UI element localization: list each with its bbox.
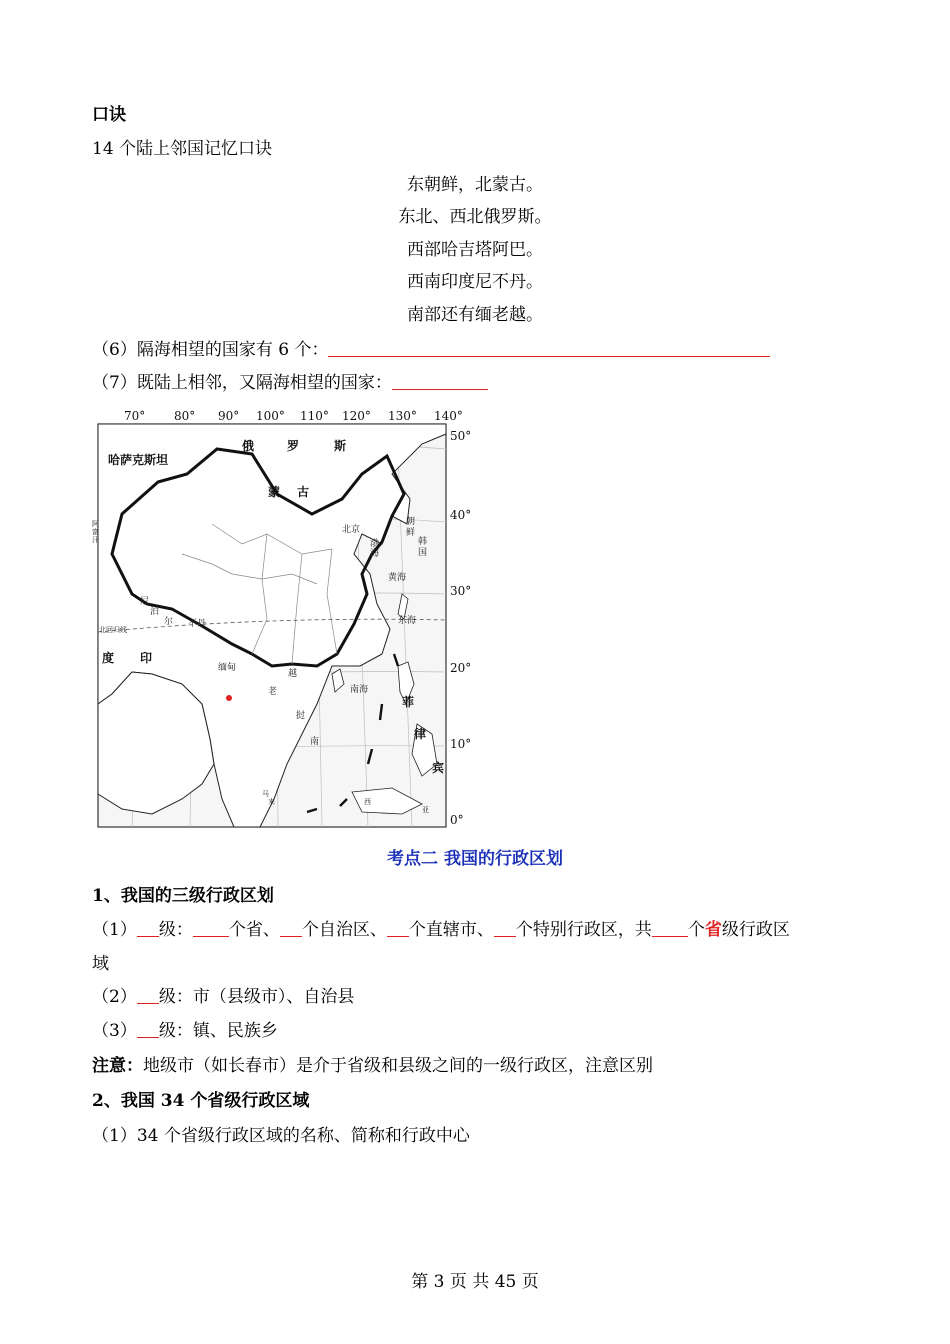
- text: （3）: [92, 1021, 137, 1041]
- item-2: [92, 985, 354, 1009]
- lon-label: 130°: [388, 409, 417, 423]
- map-label: 汗: [92, 536, 99, 544]
- lat-label: 40°: [450, 508, 472, 522]
- map-label: 朝: [406, 517, 416, 527]
- text: （2）: [92, 987, 137, 1007]
- lon-label: 120°: [342, 409, 371, 423]
- text: 个直辖市、: [408, 920, 494, 940]
- map-label: 北回归线: [99, 626, 127, 634]
- map-label: 不丹: [188, 619, 207, 629]
- note-label: 注意：: [92, 1056, 143, 1076]
- lat-label: 10°: [450, 737, 472, 751]
- lon-label: 70°: [124, 409, 146, 423]
- map-label: 罗: [287, 439, 300, 453]
- heading-2: 2、我国 34 个省级行政区域: [92, 1091, 310, 1111]
- map-label: 蒙: [268, 485, 281, 499]
- heading-koujue: 口诀: [92, 105, 126, 125]
- map-label: 菲: [402, 695, 415, 709]
- lon-label: 140°: [434, 409, 463, 423]
- heading-1: 1、我国的三级行政区划: [92, 886, 274, 906]
- map-label: 哈萨克斯坦: [108, 453, 169, 467]
- map-label: 斯: [334, 439, 347, 453]
- lon-label: 100°: [256, 409, 285, 423]
- rhyme-line: 东朝鲜，北蒙古。: [407, 175, 543, 195]
- question-6: [92, 338, 770, 362]
- rhyme-line: 西南印度尼不丹。: [407, 272, 543, 292]
- question-6-text: （6）隔海相望的国家有 6 个：: [92, 340, 329, 360]
- answer-blank[interactable]: [387, 920, 409, 937]
- map-label: 南: [310, 737, 320, 747]
- question-7-text: （7）既陆上相邻，又隔海相望的国家：: [92, 373, 392, 393]
- answer-blank[interactable]: [328, 340, 770, 357]
- answer-blank[interactable]: [137, 987, 159, 1004]
- rhyme-line: 东北、西北俄罗斯。: [398, 207, 552, 227]
- text: 个: [687, 920, 705, 940]
- map-label: 泊: [150, 607, 160, 617]
- map-label: 亚: [422, 806, 429, 814]
- rhyme-line: 西部哈吉塔阿巴。: [407, 240, 543, 260]
- lat-label: 20°: [450, 661, 472, 675]
- map-label: 东海: [398, 616, 417, 626]
- answer-blank[interactable]: [652, 920, 688, 937]
- answer-blank[interactable]: [137, 920, 159, 937]
- page-footer: 第 3 页 共 45 页: [411, 1272, 539, 1292]
- map-label: 阿: [92, 520, 99, 528]
- map-label: 马: [262, 790, 269, 798]
- map-label: 富: [92, 528, 99, 536]
- section-title: 考点二 我国的行政区划: [387, 849, 563, 869]
- lon-label: 90°: [218, 409, 240, 423]
- map-label: 尔: [164, 617, 174, 627]
- map-label: 国: [418, 548, 428, 558]
- text: 个省、: [228, 920, 280, 940]
- map-label: 海: [370, 549, 380, 559]
- rhyme-line: 南部还有缅老越。: [407, 305, 543, 325]
- map-label: 韩: [418, 537, 428, 547]
- map-label: 南海: [350, 685, 369, 695]
- map-label: 度: [102, 651, 115, 665]
- lat-label: 30°: [450, 584, 472, 598]
- answer-blank[interactable]: [494, 920, 516, 937]
- lon-label: 80°: [174, 409, 196, 423]
- text: 个自治区、: [301, 920, 387, 940]
- map-label: 来: [268, 798, 275, 806]
- text: 级：镇、民族乡: [158, 1021, 278, 1041]
- note: [92, 1054, 653, 1078]
- map-label: 西: [364, 798, 371, 806]
- text: 级：市（县级市）、自治县: [158, 987, 355, 1007]
- map-label: 黄海: [388, 573, 407, 583]
- answer-blank[interactable]: [193, 920, 229, 937]
- map-label: 尼: [140, 597, 150, 607]
- map-label: 律: [414, 727, 427, 741]
- question-7: [92, 371, 488, 395]
- item-1: [92, 918, 790, 942]
- map-label: 挝: [296, 711, 306, 721]
- map-label: 印: [140, 651, 153, 665]
- lat-label: 50°: [450, 429, 472, 443]
- rhyme-title: 14 个陆上邻国记忆口诀: [92, 139, 273, 159]
- answer-blank[interactable]: [280, 920, 302, 937]
- map-label: 古: [297, 485, 310, 499]
- map-label: 鲜: [406, 528, 416, 538]
- lat-label: 0°: [450, 813, 464, 827]
- map-label: 越: [288, 669, 298, 679]
- text: （1）: [92, 920, 137, 940]
- map-label: 北京: [342, 525, 361, 535]
- item-1-wrap: 域: [92, 954, 109, 974]
- map-label: 俄: [242, 439, 255, 453]
- map-label: 宾: [432, 761, 445, 775]
- highlight-text: 省: [704, 920, 722, 940]
- question-1: （1）34 个省级行政区域的名称、简称和行政中心: [92, 1126, 470, 1146]
- map-label: 缅甸: [218, 663, 237, 673]
- text: 级：: [158, 920, 193, 940]
- answer-blank[interactable]: [392, 373, 488, 390]
- text: 个特别行政区，共: [515, 920, 652, 940]
- map-label: 老: [268, 687, 278, 697]
- east-asia-map: [92, 404, 478, 834]
- answer-blank[interactable]: [137, 1021, 159, 1038]
- item-3: [92, 1019, 278, 1043]
- map-label: 渤: [370, 539, 380, 549]
- text: 级行政区: [721, 920, 790, 940]
- note-text: 地级市（如长春市）是介于省级和县级之间的一级行政区，注意区别: [143, 1056, 653, 1076]
- lon-label: 110°: [300, 409, 329, 423]
